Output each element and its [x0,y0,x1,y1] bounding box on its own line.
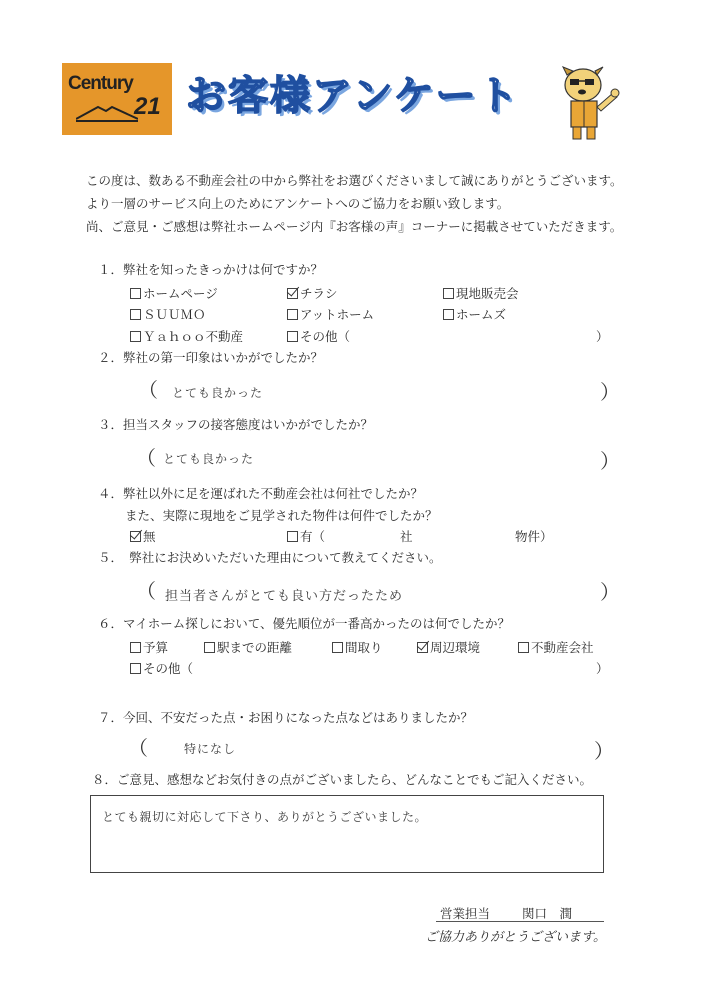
staff-label: 営業担当 [440,906,491,921]
checkbox[interactable] [287,309,298,320]
logo-number: 21 [134,93,161,120]
checkbox[interactable] [518,642,529,653]
q7-open-paren: （ [128,736,148,760]
q2-answer[interactable]: とても良かった [172,386,264,400]
checkbox-checked[interactable] [287,288,298,299]
logo-text: Century [68,73,133,94]
checkbox[interactable] [204,642,215,653]
q4-question: ４．弊社以外に足を運ばれた不動産会社は何社でしたか？ [98,486,424,501]
q1-option-yahoo[interactable]: Ｙａｈｏｏ不動産 [130,329,243,345]
q1-other-close-paren: ） [596,329,609,344]
q8-question: ８．ご意見、感想などお気付きの点がございましたら、どんなことでもご記入ください。 [92,772,593,787]
checkbox[interactable] [443,288,454,299]
q3-open-paren: （ [136,446,156,470]
q1-option-homepage[interactable]: ホームページ [130,286,218,302]
checkbox[interactable] [443,309,454,320]
q5-open-paren: （ [136,579,156,603]
q6-option-surroundings[interactable]: 周辺環境 [417,640,480,656]
checkbox[interactable] [332,642,343,653]
staff-underline [436,921,604,922]
intro-line-1: この度は、数ある不動産会社の中から弊社をお選びくださいまして誠にありがとうございます。 [86,173,623,188]
checkbox[interactable] [130,663,141,674]
q7-answer[interactable]: 特になし [184,742,237,756]
q1-option-other[interactable]: その他（ [287,329,350,345]
checkbox[interactable] [130,309,141,320]
dog-mascot-icon [555,63,627,143]
q1-option-suumo[interactable]: ＳＵＵＭＯ [130,307,206,323]
q6-question: ６．マイホーム探しにおいて、優先順位が一番高かったのは何でしたか？ [98,616,511,631]
century21-logo [62,63,172,135]
house-roof-icon [76,97,138,123]
q5-close-paren: ） [600,580,620,604]
q5-question: ５． 弊社にお決めいただいた理由について教えてください。 [98,550,442,565]
staff-name: 関口 潤 [522,906,573,921]
q4-option-none[interactable]: 無 [130,529,156,545]
q4-option-yes[interactable]: 有（ [287,529,325,545]
q8-answer[interactable]: とても親切に対応して下さり、ありがとうございました。 [102,810,428,824]
q4-unit-company: 社 [400,529,413,544]
page-title: お客様アンケート [186,73,520,119]
checkbox[interactable] [130,288,141,299]
checkbox[interactable] [287,331,298,342]
q6-option-station-distance[interactable]: 駅までの距離 [204,640,292,656]
checkbox[interactable] [130,331,141,342]
intro-line-3: 尚、ご意見・ご感想は弊社ホームページ内『お客様の声』コーナーに掲載させていただきます。 [86,219,623,234]
checkbox[interactable] [130,642,141,653]
intro-line-2: より一層のサービス向上のためにアンケートへのご協力をお願い致します。 [86,196,510,211]
q7-close-paren: ） [594,739,614,763]
checkbox-checked[interactable] [417,642,428,653]
q1-option-athome[interactable]: アットホーム [287,307,374,323]
q6-option-budget[interactable]: 予算 [130,640,168,656]
q7-question: ７．今回、不安だった点・お困りになった点などはありましたか？ [98,710,474,725]
q3-close-paren: ） [600,449,620,473]
q2-close-paren: ） [600,380,620,404]
thanks-message: ご協力ありがとうございます。 [425,930,606,945]
q6-option-floor-plan[interactable]: 間取り [332,640,383,656]
comment-box[interactable] [90,795,604,873]
q6-other-close-paren: ） [596,661,609,676]
q6-option-realestate-company[interactable]: 不動産会社 [518,640,594,656]
q1-option-homes[interactable]: ホームズ [443,307,506,323]
q4-question-2: また、実際に現地をご見学された物件は何件でしたか？ [125,508,438,523]
checkbox-checked[interactable] [130,531,141,542]
checkbox[interactable] [287,531,298,542]
q3-question: ３．担当スタッフの接客態度はいかがでしたか？ [98,417,374,432]
q6-option-other[interactable]: その他（ [130,661,193,677]
q2-question: ２．弊社の第一印象はいかがでしたか？ [98,350,324,365]
q1-option-open-house[interactable]: 現地販売会 [443,286,519,302]
q4-unit-property: 物件） [515,529,553,544]
q1-option-flyer[interactable]: チラシ [287,286,338,302]
q1-question: １．弊社を知ったきっかけは何ですか？ [98,262,324,277]
q2-open-paren: （ [138,378,158,402]
q3-answer[interactable]: とても良かった [163,452,255,466]
q5-answer[interactable]: 担当者さんがとても良い方だったため [165,589,404,604]
